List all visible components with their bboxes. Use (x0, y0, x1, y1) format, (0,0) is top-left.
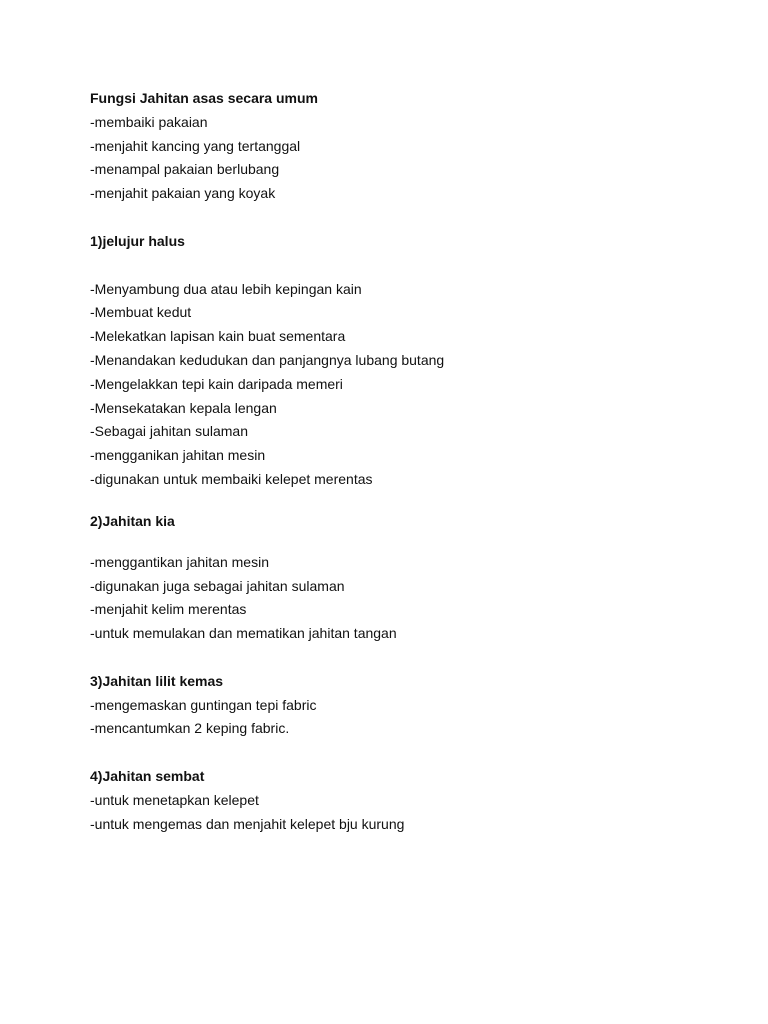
list-item: -Menyambung dua atau lebih kepingan kain (90, 281, 362, 297)
section-heading: 3)Jahitan lilit kemas (90, 673, 224, 689)
document-title: Fungsi Jahitan asas secara umum (90, 90, 318, 106)
list-item: -Membuat kedut (90, 304, 192, 320)
intro-item: -membaiki pakaian (90, 114, 208, 130)
intro-item: -menjahit pakaian yang koyak (90, 185, 276, 201)
list-item: -mencantumkan 2 keping fabric. (90, 720, 290, 736)
list-item: -menggantikan jahitan mesin (90, 554, 269, 570)
list-item: -untuk memulakan dan mematikan jahitan tangan (90, 625, 397, 641)
section-heading: 2)Jahitan kia (90, 513, 175, 529)
section-heading: 1)jelujur halus (90, 233, 185, 249)
list-item: -untuk mengemas dan menjahit kelepet bju kurung (90, 816, 405, 832)
list-item: -Mengelakkan tepi kain daripada memeri (90, 376, 343, 392)
intro-item: -menjahit kancing yang tertanggal (90, 138, 301, 154)
list-item: -menjahit kelim merentas (90, 601, 247, 617)
list-item: -Sebagai jahitan sulaman (90, 423, 248, 439)
intro-item: -menampal pakaian berlubang (90, 161, 280, 177)
list-item: -Melekatkan lapisan kain buat sementara (90, 328, 346, 344)
list-item: -digunakan untuk membaiki kelepet merentas (90, 471, 373, 487)
list-item: -untuk menetapkan kelepet (90, 792, 259, 808)
section-heading: 4)Jahitan sembat (90, 768, 205, 784)
list-item: -Mensekatakan kepala lengan (90, 400, 277, 416)
list-item: -mengganikan jahitan mesin (90, 447, 266, 463)
list-item: -Menandakan kedudukan dan panjangnya lubang butang (90, 352, 445, 368)
list-item: -digunakan juga sebagai jahitan sulaman (90, 578, 345, 594)
list-item: -mengemaskan guntingan tepi fabric (90, 697, 317, 713)
